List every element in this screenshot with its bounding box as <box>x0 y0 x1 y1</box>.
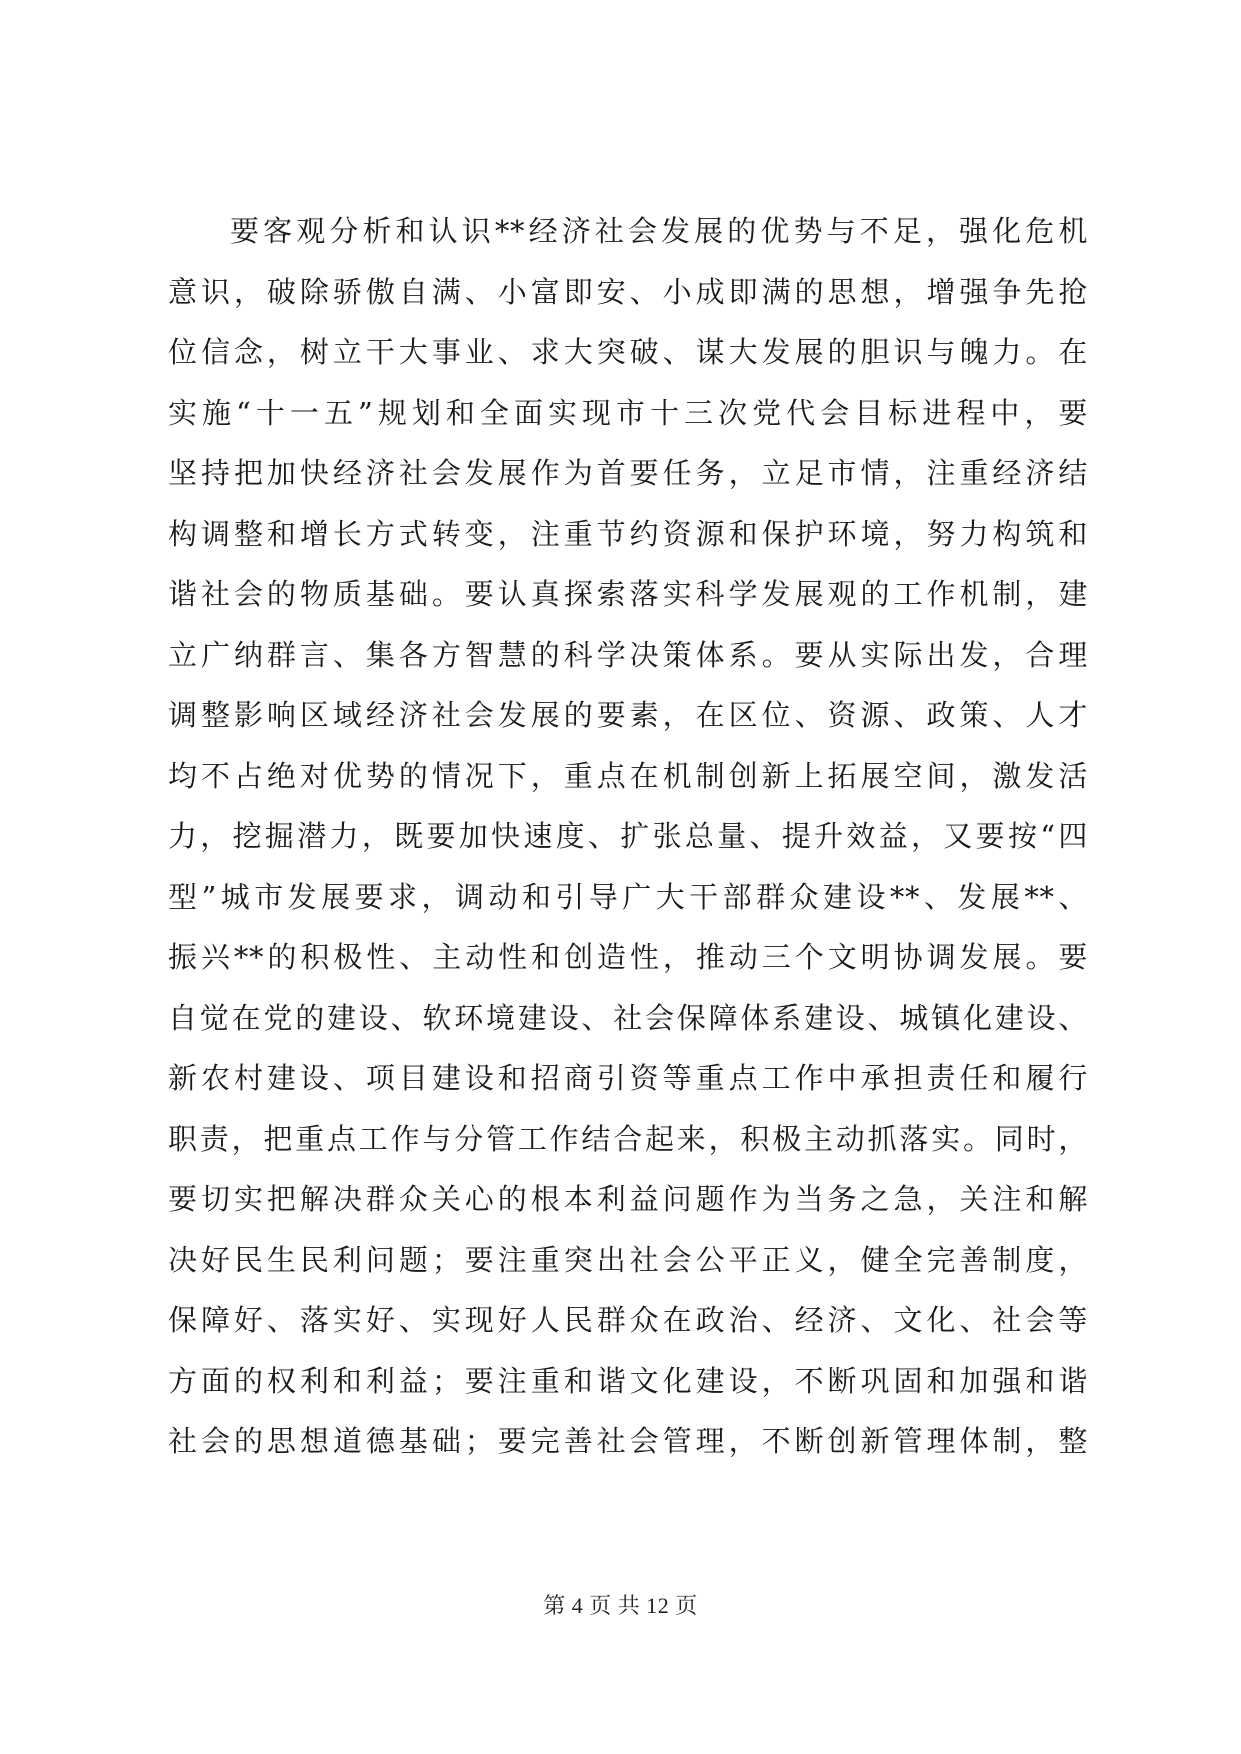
page-number-footer: 第 4 页 共 12 页 <box>543 1593 698 1618</box>
paragraph-line: 实施“十一五”规划和全面实现市十三次党代会目标进程中，要 <box>168 395 1088 430</box>
body-paragraph <box>168 201 1088 1472</box>
paragraph-line: 方面的权利和利益；要注重和谐文化建设，不断巩固和加强和谐 <box>168 1363 1088 1398</box>
paragraph-line: 谐社会的物质基础。要认真探索落实科学发展观的工作机制，建 <box>168 577 1088 611</box>
paragraph-line: 决好民生民利问题；要注重突出社会公平正义，健全完善制度， <box>168 1242 1088 1277</box>
paragraph-line: 振兴**的积极性、主动性和创造性，推动三个文明协调发展。要 <box>168 940 1088 974</box>
paragraph-line: 保障好、落实好、实现好人民群众在政治、经济、文化、社会等 <box>168 1303 1088 1337</box>
paragraph-line: 构调整和增长方式转变，注重节约资源和保护环境，努力构筑和 <box>168 516 1088 551</box>
paragraph-line: 要切实把解决群众关心的根本利益问题作为当务之急，关注和解 <box>168 1182 1088 1216</box>
paragraph-line: 位信念，树立干大事业、求大突破、谋大发展的胆识与魄力。在 <box>168 335 1088 369</box>
paragraph-line: 职责，把重点工作与分管工作结合起来，积极主动抓落实。同时， <box>168 1121 1088 1156</box>
paragraph-line: 调整影响区域经济社会发展的要素，在区位、资源、政策、人才 <box>168 698 1088 732</box>
paragraph-line: 要客观分析和认识**经济社会发展的优势与不足，强化危机 <box>230 214 1088 248</box>
paragraph-line: 坚持把加快经济社会发展作为首要任务，立足市情，注重经济结 <box>168 456 1088 490</box>
paragraph-line: 均不占绝对优势的情况下，重点在机制创新上拓展空间，激发活 <box>168 758 1088 793</box>
paragraph-line: 自觉在党的建设、软环境建设、社会保障体系建设、城镇化建设、 <box>168 1000 1088 1035</box>
paragraph-line: 新农村建设、项目建设和招商引资等重点工作中承担责任和履行 <box>168 1061 1088 1095</box>
paragraph-line: 型”城市发展要求，调动和引导广大干部群众建设**、发展**、 <box>168 879 1088 914</box>
paragraph-line: 力，挖掘潜力，既要加快速度、扩张总量、提升效益，又要按“四 <box>168 819 1088 853</box>
paragraph-line: 意识，破除骄傲自满、小富即安、小成即满的思想，增强争先抢 <box>168 274 1088 309</box>
paragraph-line: 立广纳群言、集各方智慧的科学决策体系。要从实际出发，合理 <box>168 637 1088 672</box>
paragraph-line: 社会的思想道德基础；要完善社会管理，不断创新管理体制，整 <box>168 1424 1088 1458</box>
